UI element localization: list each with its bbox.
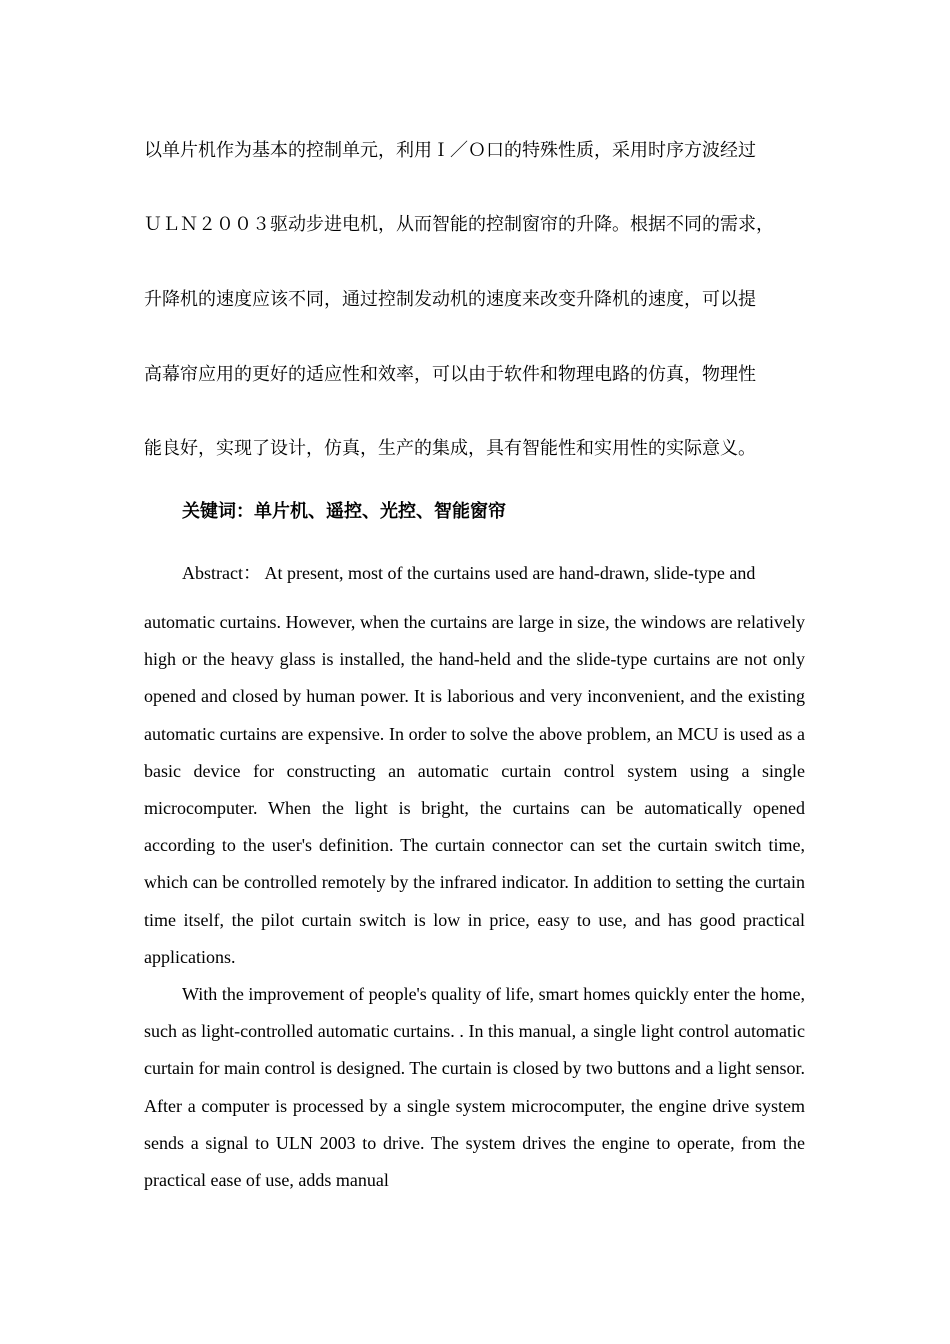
english-paragraph-2: With the improvement of people's quality of life, smart homes quickly enter the home, such as light-controlled automatic curtains. . In this manual, a single light control automatic curtain for main control is designed. The curtain is closed by two buttons and a light sensor. After a computer is processed by a single system microcomputer, the engine drive system sends a signal to ULN 2003 to drive. The system drives the engine to operate, from the practical ease of use, adds manual	[144, 984, 805, 1191]
chinese-abstract-line-3: 升降机的速度应该不同，通过控制发动机的速度来改变升降机的速度，可以提	[144, 289, 756, 310]
chinese-abstract-line-5: 能良好，实现了设计，仿真，生产的集成，具有智能性和实用性的实际意义。	[144, 438, 756, 459]
keywords: 关键词：单片机、遥控、光控、智能窗帘	[182, 501, 506, 522]
chinese-abstract-line-4: 高幕帘应用的更好的适应性和效率，可以由于软件和物理电路的仿真，物理性	[144, 364, 756, 385]
english-abstract-body: automatic curtains. However, when the curtains are large in size, the windows are relatively high or the heavy glass is installed, the hand-held and the slide-type curtains are not only opened and closed by human power. It is laborious and very inconvenient, and the existing automatic curtains are expensive. In order to solve the above problem, an MCU is used as a basic device for constructing an automatic curtain control system using a single microcomputer. When the light is bright, the curtains can be automatically opened according to the user's definition. The curtain connector can set the curtain switch time, which can be controlled remotely by the infrared indicator. In addition to setting the curtain time itself, the pilot curtain switch is low in price, easy to use, and has good practical applications.	[144, 612, 805, 967]
chinese-abstract-line-2: ＵＬＮ２００３驱动步进电机，从而智能的控制窗帘的升降。根据不同的需求，	[144, 214, 774, 235]
english-abstract-first-line: Abstract： At present, most of the curtains used are hand-drawn, slide-type and	[182, 563, 756, 583]
chinese-abstract-line-1: 以单片机作为基本的控制单元，利用Ｉ／Ｏ口的特殊性质，采用时序方波经过	[144, 140, 756, 161]
